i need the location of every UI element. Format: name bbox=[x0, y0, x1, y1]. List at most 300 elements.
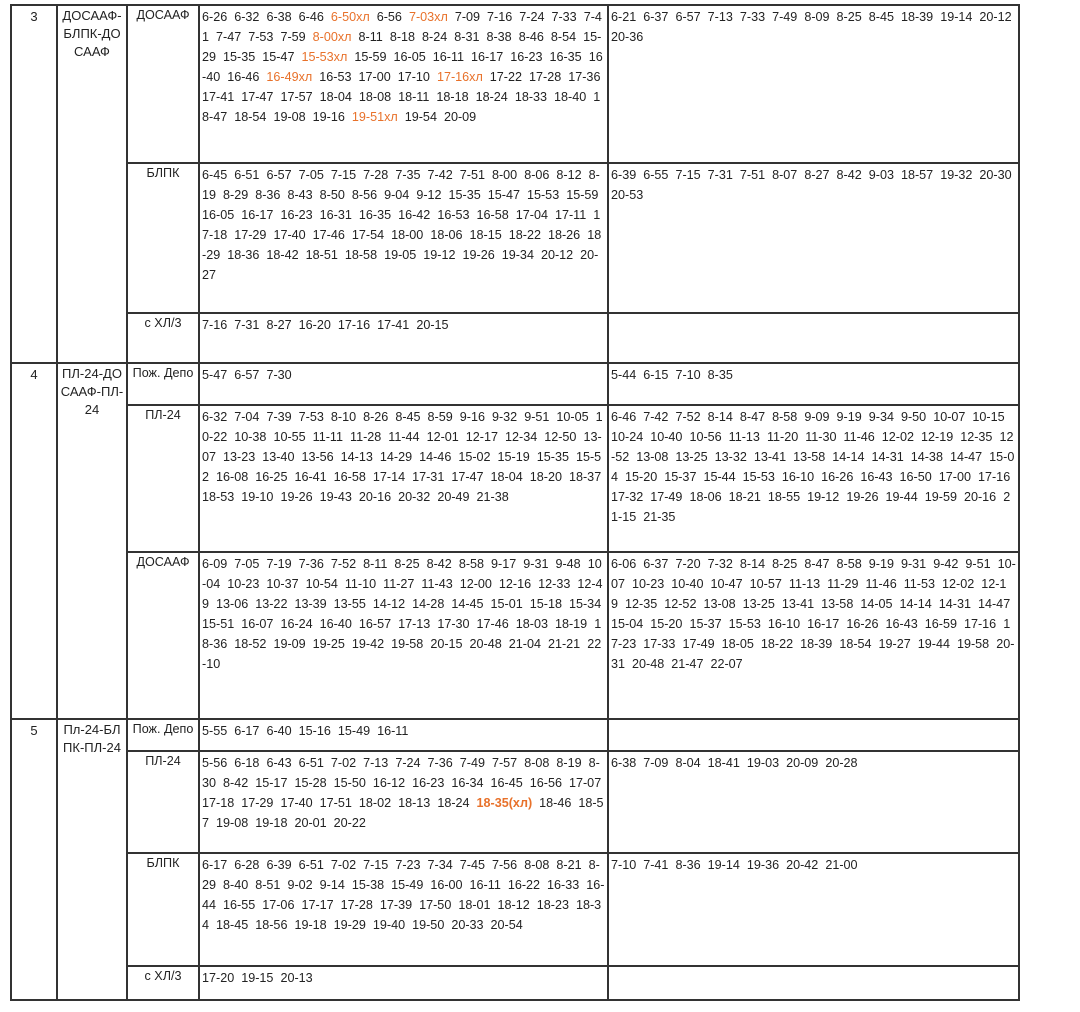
departure-time: 14-45 bbox=[451, 597, 484, 611]
departure-time: 7-33 bbox=[739, 10, 766, 24]
departure-time: 8-27 bbox=[266, 318, 292, 332]
departure-time: 15-59 bbox=[566, 188, 599, 202]
stop-name: ПЛ-24 bbox=[127, 405, 199, 552]
departure-time: 16-11 bbox=[469, 878, 501, 892]
departure-time: 7-53 bbox=[248, 30, 274, 44]
schedule-row bbox=[11, 313, 1019, 363]
departure-time: 6-26 bbox=[202, 10, 228, 24]
departure-time: 8-43 bbox=[287, 188, 313, 202]
departure-time: 6-57 bbox=[234, 368, 260, 382]
departure-time: 16-05 bbox=[202, 208, 235, 222]
departure-time: 8-45 bbox=[395, 410, 421, 424]
departure-time: 18-22 bbox=[760, 637, 794, 651]
departure-time: 14-31 bbox=[871, 450, 904, 464]
departure-time: 6-51 bbox=[298, 858, 324, 872]
departure-time: 20-16 bbox=[963, 490, 997, 504]
departure-time: 8-11 bbox=[363, 557, 388, 571]
weekday-times bbox=[199, 313, 608, 363]
departure-time: 8-35 bbox=[707, 368, 733, 382]
departure-time: 17-47 bbox=[451, 470, 484, 484]
departure-time: 9-04 bbox=[384, 188, 410, 202]
departure-time: 17-16хл bbox=[436, 70, 483, 84]
departure-time: 12-52 bbox=[611, 430, 1014, 464]
departure-time: 18-53 bbox=[202, 490, 235, 504]
departure-time: 7-15 bbox=[675, 168, 701, 182]
weekend-times bbox=[608, 163, 1019, 313]
schedule-row bbox=[11, 163, 1019, 313]
weekend-times bbox=[608, 405, 1019, 552]
departure-time: 8-18 bbox=[389, 30, 416, 44]
departure-time: 20-12 bbox=[979, 10, 1012, 24]
departure-time: 9-16 bbox=[459, 410, 485, 424]
departure-time: 13-56 bbox=[301, 450, 334, 464]
departure-time: 6-32 bbox=[234, 10, 260, 24]
departure-time: 7-30 bbox=[266, 368, 292, 382]
departure-time: 19-10 bbox=[241, 490, 274, 504]
departure-time: 16-24 bbox=[280, 617, 313, 631]
departure-time: 20-09 bbox=[786, 756, 819, 770]
departure-time: 7-10 bbox=[675, 368, 701, 382]
departure-time: 17-11 bbox=[554, 208, 587, 222]
departure-time: 20-09 bbox=[443, 110, 477, 124]
stop-name: с ХЛ/3 bbox=[127, 966, 199, 1000]
departure-time: 16-59 bbox=[924, 617, 957, 631]
departure-time: 7-42 bbox=[427, 168, 453, 182]
departure-time: 19-18 bbox=[255, 816, 288, 830]
departure-time: 8-40 bbox=[223, 878, 249, 892]
departure-time: 7-34 bbox=[427, 858, 453, 872]
departure-time: 18-29 bbox=[202, 228, 602, 262]
departure-time: 21-15 bbox=[611, 490, 1011, 524]
departure-time: 8-58 bbox=[458, 557, 485, 571]
departure-time: 16-58 bbox=[476, 208, 509, 222]
departure-time: 18-19 bbox=[554, 617, 588, 631]
departure-time: 14-14 bbox=[832, 450, 865, 464]
departure-time: 12-19 bbox=[611, 577, 1007, 611]
departure-time: 8-14 bbox=[739, 557, 766, 571]
departure-time: 19-44 bbox=[917, 637, 950, 651]
departure-time: 9-51 bbox=[965, 557, 991, 571]
weekday-times bbox=[199, 363, 608, 405]
departure-time: 7-16 bbox=[202, 318, 228, 332]
departure-time: 7-05 bbox=[298, 168, 324, 182]
departure-time: 12-52 bbox=[664, 597, 697, 611]
departure-time: 18-01 bbox=[458, 898, 491, 912]
departure-time: 17-22 bbox=[489, 70, 523, 84]
departure-time: 7-20 bbox=[675, 557, 701, 571]
departure-time: 5-44 bbox=[611, 368, 637, 382]
departure-time: 15-49 bbox=[391, 878, 424, 892]
weekend-times bbox=[608, 853, 1019, 966]
departure-time: 15-20 bbox=[650, 617, 683, 631]
departure-time: 7-53 bbox=[298, 410, 324, 424]
departure-time: 7-47 bbox=[216, 30, 242, 44]
departure-time: 13-41 bbox=[753, 450, 787, 464]
departure-time: 16-50 bbox=[899, 470, 932, 484]
departure-time: 8-31 bbox=[454, 30, 480, 44]
departure-time: 13-40 bbox=[262, 450, 295, 464]
departure-time: 6-32 bbox=[202, 410, 228, 424]
departure-time: 19-40 bbox=[372, 918, 406, 932]
departure-time: 6-46 bbox=[298, 10, 324, 24]
departure-time: 17-30 bbox=[437, 617, 470, 631]
departure-time: 8-27 bbox=[804, 168, 830, 182]
departure-time: 15-16 bbox=[298, 724, 331, 738]
departure-time: 16-43 bbox=[885, 617, 918, 631]
departure-time: 16-17 bbox=[471, 50, 504, 64]
departure-time: 10-55 bbox=[273, 430, 306, 444]
departure-time: 11-13 bbox=[728, 430, 760, 444]
departure-time: 9-50 bbox=[900, 410, 927, 424]
departure-time: 10-40 bbox=[671, 577, 704, 591]
departure-time: 7-52 bbox=[675, 410, 701, 424]
departure-time: 17-41 bbox=[202, 90, 235, 104]
departure-time: 7-13 bbox=[707, 10, 733, 24]
departure-time: 16-34 bbox=[451, 776, 484, 790]
departure-time: 16-45 bbox=[490, 776, 523, 790]
departure-time: 6-06 bbox=[611, 557, 637, 571]
departure-time: 19-08 bbox=[273, 110, 306, 124]
stop-name: с ХЛ/3 bbox=[127, 313, 199, 363]
departure-time: 7-33 bbox=[551, 10, 577, 24]
departure-time: 11-44 bbox=[388, 430, 420, 444]
departure-time: 15-04 bbox=[611, 450, 1015, 484]
departure-time: 9-32 bbox=[491, 410, 518, 424]
departure-time: 22-07 bbox=[710, 657, 743, 671]
departure-time: 14-47 bbox=[949, 450, 983, 464]
departure-time: 7-03хл bbox=[408, 10, 448, 24]
departure-time: 13-08 bbox=[636, 450, 669, 464]
departure-time: 17-31 bbox=[412, 470, 445, 484]
departure-time: 7-51 bbox=[739, 168, 766, 182]
departure-time: 10-47 bbox=[710, 577, 743, 591]
departure-time: 17-20 bbox=[202, 971, 235, 985]
departure-time: 12-35 bbox=[960, 430, 993, 444]
departure-time: 18-36 bbox=[227, 248, 260, 262]
departure-time: 10-04 bbox=[202, 557, 602, 591]
weekday-times bbox=[199, 751, 608, 853]
weekend-times bbox=[608, 5, 1019, 163]
departure-time: 6-43 bbox=[266, 756, 292, 770]
departure-time: 7-23 bbox=[395, 858, 421, 872]
departure-time: 19-25 bbox=[312, 637, 345, 651]
departure-time: 18-47 bbox=[202, 90, 601, 124]
departure-time: 18-54 bbox=[234, 110, 267, 124]
departure-time: 18-40 bbox=[554, 90, 587, 104]
weekend-times bbox=[608, 313, 1019, 363]
departure-time: 17-00 bbox=[938, 470, 971, 484]
departure-time: 16-23 bbox=[280, 208, 313, 222]
departure-time: 16-41 bbox=[294, 470, 327, 484]
departure-time: 13-22 bbox=[255, 597, 288, 611]
route-name: ПЛ-24-ДОСААФ-ПЛ-24 bbox=[57, 363, 127, 719]
weekend-times bbox=[608, 966, 1019, 1000]
departure-time: 8-42 bbox=[426, 557, 452, 571]
departure-time: 19-54 bbox=[404, 110, 437, 124]
departure-time: 6-21 bbox=[611, 10, 637, 24]
departure-time: 11-43 bbox=[421, 577, 453, 591]
departure-time: 17-39 bbox=[379, 898, 413, 912]
departure-time: 15-47 bbox=[487, 188, 520, 202]
departure-time: 10-23 bbox=[227, 577, 260, 591]
departure-time: 20-27 bbox=[202, 248, 599, 282]
departure-time: 13-55 bbox=[333, 597, 366, 611]
departure-time: 19-14 bbox=[940, 10, 973, 24]
departure-time: 20-28 bbox=[825, 756, 858, 770]
departure-time: 14-47 bbox=[977, 597, 1011, 611]
departure-time: 19-08 bbox=[216, 816, 249, 830]
departure-time: 11-30 bbox=[805, 430, 837, 444]
departure-time: 8-29 bbox=[202, 858, 600, 892]
departure-time: 9-09 bbox=[804, 410, 830, 424]
departure-time: 20-53 bbox=[611, 188, 644, 202]
departure-time: 9-42 bbox=[933, 557, 959, 571]
departure-time: 18-37 bbox=[568, 470, 602, 484]
departure-time: 15-20 bbox=[625, 470, 658, 484]
departure-time: 18-24 bbox=[437, 796, 470, 810]
departure-time: 20-42 bbox=[786, 858, 819, 872]
departure-time: 20-48 bbox=[632, 657, 665, 671]
departure-time: 16-55 bbox=[223, 898, 256, 912]
departure-time: 20-22 bbox=[333, 816, 366, 830]
weekday-times bbox=[199, 552, 608, 719]
departure-time: 8-24 bbox=[422, 30, 448, 44]
departure-time: 11-46 bbox=[865, 577, 897, 591]
departure-time: 6-50хл bbox=[330, 10, 370, 24]
departure-time: 14-28 bbox=[412, 597, 445, 611]
departure-time: 14-14 bbox=[899, 597, 932, 611]
departure-time: 13-25 bbox=[742, 597, 775, 611]
departure-time: 8-47 bbox=[804, 557, 830, 571]
departure-time: 20-49 bbox=[437, 490, 470, 504]
departure-time: 18-22 bbox=[508, 228, 541, 242]
departure-time: 13-07 bbox=[202, 430, 602, 464]
departure-time: 7-24 bbox=[519, 10, 545, 24]
departure-time: 7-49 bbox=[459, 756, 485, 770]
departure-time: 12-02 bbox=[881, 430, 914, 444]
departure-time: 17-49 bbox=[650, 490, 683, 504]
departure-time: 8-58 bbox=[836, 557, 862, 571]
departure-time: 9-12 bbox=[416, 188, 442, 202]
departure-time: 17-14 bbox=[372, 470, 406, 484]
departure-time: 7-36 bbox=[298, 557, 324, 571]
departure-time: 19-42 bbox=[351, 637, 385, 651]
departure-time: 16-58 bbox=[333, 470, 366, 484]
stop-name: ПЛ-24 bbox=[127, 751, 199, 853]
departure-time: 15-01 bbox=[490, 597, 523, 611]
departure-time: 19-12 bbox=[423, 248, 456, 262]
departure-time: 21-04 bbox=[508, 637, 541, 651]
departure-time: 17-49 bbox=[682, 637, 715, 651]
departure-time: 17-54 bbox=[351, 228, 385, 242]
departure-time: 15-53 bbox=[728, 617, 761, 631]
departure-time: 15-49 bbox=[337, 724, 371, 738]
departure-time: 9-48 bbox=[555, 557, 581, 571]
departure-time: 18-56 bbox=[255, 918, 288, 932]
departure-time: 6-40 bbox=[266, 724, 292, 738]
departure-time: 14-13 bbox=[340, 450, 373, 464]
departure-time: 8-36 bbox=[255, 188, 281, 202]
departure-time: 8-36 bbox=[675, 858, 701, 872]
departure-time: 17-32 bbox=[611, 490, 644, 504]
departure-time: 8-09 bbox=[804, 10, 830, 24]
schedule-row bbox=[11, 719, 1019, 751]
departure-time: 17-28 bbox=[529, 70, 562, 84]
departure-time: 17-50 bbox=[419, 898, 452, 912]
departure-time: 16-23 bbox=[412, 776, 445, 790]
departure-time: 17-47 bbox=[241, 90, 274, 104]
departure-time: 21-47 bbox=[671, 657, 704, 671]
departure-time: 7-28 bbox=[363, 168, 389, 182]
departure-time: 15-35 bbox=[223, 50, 256, 64]
departure-time: 7-56 bbox=[491, 858, 518, 872]
departure-time: 16-53 bbox=[437, 208, 470, 222]
departure-time: 20-12 bbox=[540, 248, 574, 262]
departure-time: 8-10 bbox=[330, 410, 357, 424]
departure-time: 6-38 bbox=[266, 10, 292, 24]
weekday-times bbox=[199, 853, 608, 966]
departure-time: 9-17 bbox=[491, 557, 517, 571]
departure-time: 7-31 bbox=[707, 168, 733, 182]
departure-time: 7-52 bbox=[330, 557, 357, 571]
departure-time: 16-20 bbox=[298, 318, 331, 332]
departure-time: 6-56 bbox=[376, 10, 402, 24]
departure-time: 8-26 bbox=[363, 410, 389, 424]
departure-time: 10-38 bbox=[234, 430, 267, 444]
schedule-row bbox=[11, 405, 1019, 552]
schedule-row bbox=[11, 966, 1019, 1000]
departure-time: 15-53 bbox=[742, 470, 775, 484]
departure-time: 6-46 bbox=[611, 410, 637, 424]
departure-time: 17-00 bbox=[358, 70, 391, 84]
departure-time: 16-12 bbox=[372, 776, 406, 790]
departure-time: 6-09 bbox=[202, 557, 228, 571]
route-number: 3 bbox=[11, 5, 57, 363]
departure-time: 10-15 bbox=[972, 410, 1005, 424]
departure-time: 6-51 bbox=[298, 756, 324, 770]
departure-time: 9-51 bbox=[524, 410, 550, 424]
departure-time: 16-17 bbox=[807, 617, 840, 631]
departure-time: 18-26 bbox=[547, 228, 581, 242]
departure-time: 18-15 bbox=[469, 228, 502, 242]
departure-time: 15-35 bbox=[448, 188, 481, 202]
departure-time: 20-30 bbox=[979, 168, 1012, 182]
departure-time: 19-16 bbox=[312, 110, 345, 124]
departure-time: 6-15 bbox=[643, 368, 669, 382]
departure-time: 17-40 bbox=[273, 228, 306, 242]
departure-time: 16-35 bbox=[549, 50, 582, 64]
departure-time: 7-39 bbox=[266, 410, 292, 424]
departure-time: 6-51 bbox=[234, 168, 260, 182]
departure-time: 18-08 bbox=[358, 90, 392, 104]
departure-time: 16-40 bbox=[319, 617, 352, 631]
bus-schedule-table bbox=[10, 4, 1020, 1001]
departure-time: 19-05 bbox=[384, 248, 417, 262]
departure-time: 5-55 bbox=[202, 724, 228, 738]
departure-time: 7-32 bbox=[707, 557, 733, 571]
departure-time: 18-00 bbox=[391, 228, 424, 242]
departure-time: 20-15 bbox=[416, 318, 449, 332]
departure-time: 7-13 bbox=[363, 756, 389, 770]
departure-time: 18-23 bbox=[536, 898, 569, 912]
departure-time: 12-01 bbox=[426, 430, 459, 444]
departure-time: 6-39 bbox=[266, 858, 292, 872]
departure-time: 14-29 bbox=[379, 450, 413, 464]
departure-time: 16-44 bbox=[202, 878, 605, 912]
departure-time: 17-06 bbox=[262, 898, 295, 912]
departure-time: 11-53 bbox=[903, 577, 936, 591]
departure-time: 10-57 bbox=[749, 577, 782, 591]
departure-time: 12-49 bbox=[202, 577, 603, 611]
departure-time: 13-32 bbox=[714, 450, 747, 464]
departure-time: 16-26 bbox=[821, 470, 854, 484]
departure-time: 8-29 bbox=[223, 188, 249, 202]
weekday-times bbox=[199, 163, 608, 313]
departure-time: 15-19 bbox=[497, 450, 530, 464]
departure-time: 18-54 bbox=[839, 637, 872, 651]
departure-time: 8-59 bbox=[427, 410, 453, 424]
schedule-row bbox=[11, 363, 1019, 405]
departure-time: 9-14 bbox=[319, 878, 345, 892]
departure-time: 19-26 bbox=[846, 490, 879, 504]
departure-time: 16-10 bbox=[781, 470, 815, 484]
departure-time: 19-26 bbox=[280, 490, 313, 504]
schedule-row bbox=[11, 853, 1019, 966]
stop-name: ДОСААФ bbox=[127, 5, 199, 163]
departure-time: 17-04 bbox=[515, 208, 548, 222]
departure-time: 21-35 bbox=[643, 510, 676, 524]
departure-time: 6-55 bbox=[643, 168, 669, 182]
departure-time: 12-33 bbox=[538, 577, 571, 591]
departure-time: 18-06 bbox=[689, 490, 722, 504]
departure-time: 17-13 bbox=[398, 617, 431, 631]
departure-time: 10-23 bbox=[632, 577, 665, 591]
departure-time: 15-50 bbox=[333, 776, 366, 790]
departure-time: 17-16 bbox=[963, 617, 997, 631]
departure-time: 8-25 bbox=[772, 557, 798, 571]
departure-time: 9-34 bbox=[868, 410, 894, 424]
departure-time: 13-58 bbox=[793, 450, 826, 464]
departure-time: 7-36 bbox=[427, 756, 453, 770]
departure-time: 16-11 bbox=[432, 50, 465, 64]
departure-time: 16-31 bbox=[319, 208, 352, 222]
departure-time: 18-03 bbox=[515, 617, 548, 631]
departure-time: 13-23 bbox=[223, 450, 256, 464]
departure-time: 7-45 bbox=[459, 858, 485, 872]
departure-time: 17-57 bbox=[280, 90, 313, 104]
weekday-times bbox=[199, 5, 608, 163]
departure-time: 20-13 bbox=[280, 971, 313, 985]
departure-time: 18-18 bbox=[436, 90, 469, 104]
departure-time: 20-01 bbox=[294, 816, 327, 830]
departure-time: 18-45 bbox=[216, 918, 249, 932]
departure-time: 15-29 bbox=[202, 30, 602, 64]
departure-time: 15-34 bbox=[568, 597, 602, 611]
departure-time: 15-04 bbox=[611, 617, 644, 631]
departure-time: 17-16 bbox=[977, 470, 1011, 484]
stop-name: БЛПК bbox=[127, 163, 199, 313]
departure-time: 15-38 bbox=[351, 878, 385, 892]
departure-time: 17-18 bbox=[202, 796, 235, 810]
departure-time: 19-34 bbox=[501, 248, 534, 262]
departure-time: 9-03 bbox=[868, 168, 894, 182]
departure-time: 16-35 bbox=[358, 208, 392, 222]
weekend-times bbox=[608, 363, 1019, 405]
departure-time: 17-46 bbox=[476, 617, 509, 631]
departure-time: 11-27 bbox=[383, 577, 415, 591]
departure-time: 19-59 bbox=[924, 490, 957, 504]
departure-time: 8-30 bbox=[202, 756, 600, 790]
